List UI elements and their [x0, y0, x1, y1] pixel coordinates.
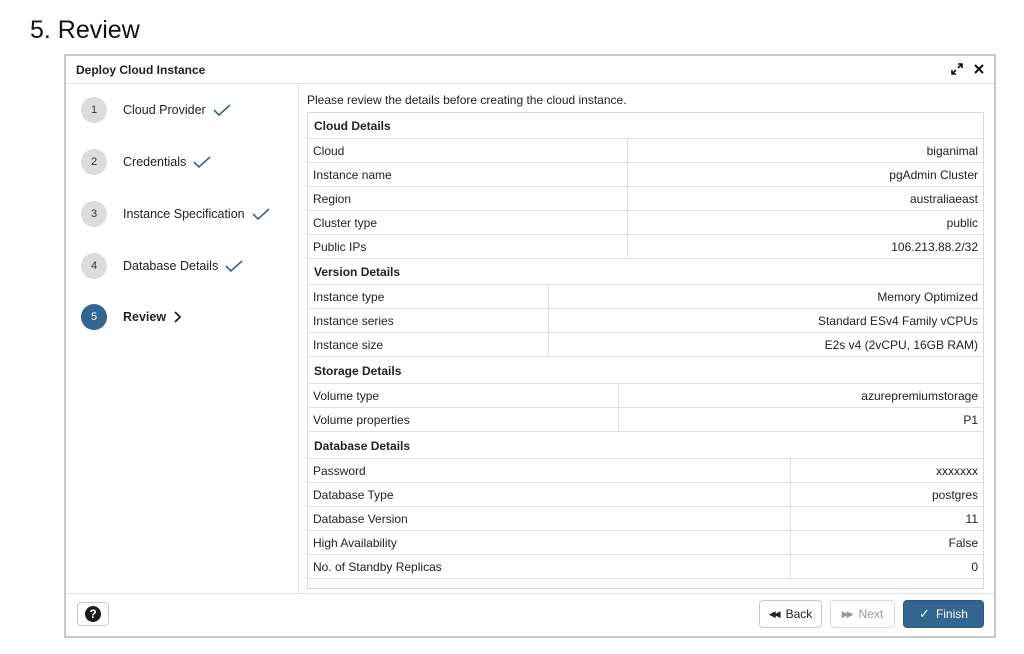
row-key: Volume properties [308, 408, 618, 432]
close-icon[interactable] [972, 61, 986, 77]
maximize-icon[interactable] [950, 61, 964, 77]
next-label: Next [858, 607, 884, 621]
row-key: Instance type [308, 285, 548, 309]
row-value: P1 [618, 408, 983, 432]
section-cloud-details: Cloud Details [314, 118, 391, 133]
step-database-details[interactable] [81, 253, 243, 279]
back-button[interactable] [759, 600, 822, 628]
section-database-details: Database Details [314, 438, 411, 453]
step-number: 2 [81, 149, 107, 175]
table-row [308, 531, 983, 555]
table-row [308, 384, 983, 408]
dialog-title: Deploy Cloud Instance [76, 62, 206, 77]
row-value: australiaeast [627, 187, 983, 211]
step-label: Cloud Provider [123, 103, 206, 117]
next-button[interactable] [830, 600, 895, 628]
row-key: Database Version [308, 507, 790, 531]
row-value: public [627, 211, 983, 235]
database-details-table [308, 458, 983, 579]
row-value: postgres [790, 483, 983, 507]
deploy-cloud-instance-dialog [64, 54, 996, 638]
step-review[interactable] [81, 304, 183, 330]
table-row [308, 163, 983, 187]
step-label: Credentials [123, 155, 187, 169]
dialog-footer [66, 593, 994, 636]
row-key: Cluster type [308, 211, 627, 235]
step-instance-specification[interactable] [81, 201, 270, 227]
fast-forward-icon: ▶▶ [841, 608, 852, 619]
row-value: 0 [790, 555, 983, 579]
review-summary[interactable] [307, 112, 984, 589]
table-row [308, 235, 983, 259]
table-row [308, 285, 983, 309]
row-value: 11 [790, 507, 983, 531]
checkmark-icon [213, 104, 231, 116]
finish-label: Finish [935, 607, 968, 621]
dialog-titlebar [66, 56, 994, 84]
step-label: Instance Specification [123, 207, 245, 221]
table-row [308, 309, 983, 333]
row-value: biganimal [627, 139, 983, 163]
section-storage-details: Storage Details [314, 363, 402, 378]
table-row [308, 211, 983, 235]
finish-button[interactable] [903, 600, 984, 628]
table-row [308, 507, 983, 531]
step-label: Review [123, 310, 167, 324]
row-key: High Availability [308, 531, 790, 555]
storage-details-table [308, 383, 983, 432]
step-credentials[interactable] [81, 149, 211, 175]
row-key: Cloud [308, 139, 627, 163]
row-key: Volume type [308, 384, 618, 408]
row-value: xxxxxxx [790, 459, 983, 483]
cloud-details-table [308, 138, 983, 259]
step-number: 4 [81, 253, 107, 279]
row-key: Public IPs [308, 235, 627, 259]
row-value: Memory Optimized [548, 285, 983, 309]
row-value: E2s v4 (2vCPU, 16GB RAM) [548, 333, 983, 357]
page-title: 5. Review [30, 16, 140, 44]
step-cloud-provider[interactable] [81, 97, 231, 123]
step-number: 1 [81, 97, 107, 123]
row-key: Region [308, 187, 627, 211]
table-row [308, 555, 983, 579]
table-row [308, 483, 983, 507]
rewind-icon: ◀◀ [768, 608, 779, 619]
row-value: 106.213.88.2/32 [627, 235, 983, 259]
row-key: Password [308, 459, 790, 483]
row-value: azurepremiumstorage [618, 384, 983, 408]
wizard-steps [66, 84, 299, 593]
review-panel [300, 84, 994, 593]
chevron-right-icon [173, 311, 183, 323]
table-row [308, 333, 983, 357]
checkmark-icon [252, 208, 270, 220]
row-key: Instance size [308, 333, 548, 357]
row-key: Instance series [308, 309, 548, 333]
row-key: Instance name [308, 163, 627, 187]
help-icon: ? [85, 606, 101, 622]
version-details-table [308, 284, 983, 357]
step-number: 5 [81, 304, 107, 330]
row-key: Database Type [308, 483, 790, 507]
table-row [308, 139, 983, 163]
checkmark-icon [225, 260, 243, 272]
table-row [308, 187, 983, 211]
row-value: pgAdmin Cluster [627, 163, 983, 187]
section-version-details: Version Details [314, 264, 401, 279]
back-label: Back [785, 607, 813, 621]
review-intro: Please review the details before creating the cloud instance. [307, 93, 627, 107]
step-label: Database Details [123, 259, 219, 273]
table-row [308, 408, 983, 432]
checkmark-icon: ✓ [919, 606, 930, 621]
row-value: False [790, 531, 983, 555]
checkmark-icon [193, 156, 211, 168]
row-value: Standard ESv4 Family vCPUs [548, 309, 983, 333]
step-number: 3 [81, 201, 107, 227]
row-key: No. of Standby Replicas [308, 555, 790, 579]
help-button[interactable] [77, 602, 109, 626]
table-row [308, 459, 983, 483]
